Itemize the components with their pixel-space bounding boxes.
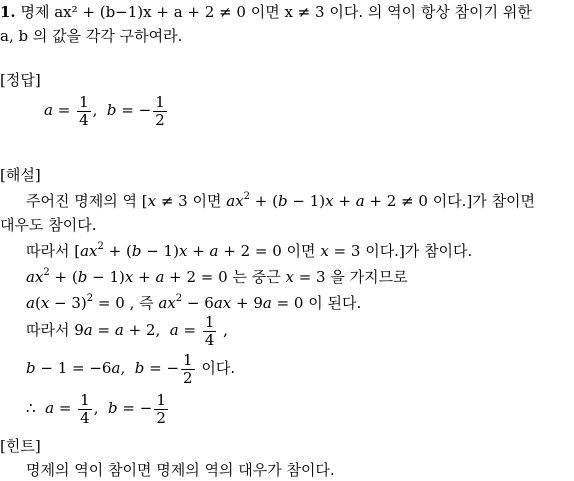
answer-b-fraction bbox=[153, 94, 167, 129]
problem-statement: 명제 ax² + (b−1)x + a + 2 ≠ 0 이면 x ≠ 3 이다. 의 역이 항상 참이기 위한 bbox=[20, 3, 532, 21]
text-segment: 이다.]가 참이면 bbox=[427, 192, 536, 210]
problem-line-1 bbox=[0, 2, 532, 22]
fraction-4 bbox=[154, 392, 168, 427]
frac-num: 1 bbox=[204, 312, 215, 331]
frac-num: 1 bbox=[156, 390, 166, 409]
explanation-line-8: ∴ a = $\frac{1}{4}$ , b = − $\frac{1}{2}$ bbox=[26, 390, 166, 427]
text-segment: 을 가지므로 bbox=[325, 268, 408, 286]
text-segment: 주어진 명제의 역 [ bbox=[26, 192, 148, 210]
explanation-line-1: 주어진 명제의 역 [x ≠ 3 이면 $ax^2 + (b - 1)x + a + 2 \ne 0$ 이다.]가 참이면 bbox=[26, 191, 536, 210]
explanation-line-7: b − 1 = −6a, b = − $\frac{1}{2}$ 이다. bbox=[26, 350, 236, 387]
fraction-3 bbox=[78, 392, 92, 427]
explanation-header: [해설] bbox=[0, 166, 41, 184]
text-segment: 이다. bbox=[196, 359, 236, 377]
frac-num: 1 bbox=[183, 350, 193, 369]
frac-num: 1 bbox=[79, 92, 89, 111]
text-segment: 이면 bbox=[281, 242, 321, 260]
explanation-line-2: 대우도 참이다. bbox=[0, 216, 97, 234]
explanation-line-3: 따라서 [$ax^2 + (b - 1)x + a + 2 = 0$ 이면 x = 3 이다.]가 참이다. bbox=[26, 241, 473, 260]
frac-num: 1 bbox=[80, 390, 90, 409]
frac-den: 4 bbox=[80, 408, 90, 427]
answer-a-fraction bbox=[77, 94, 91, 129]
problem-number: 1. bbox=[0, 3, 16, 21]
fraction-1 bbox=[203, 314, 217, 349]
explanation-line-5: $a(x - 3)^2 = 0$ , 즉 $ax^2 - 6ax + 9a = 0$ 이 된다. bbox=[26, 293, 362, 312]
problem-statement-cont: a, b 의 값을 각각 구하여라. bbox=[0, 27, 183, 45]
fraction-2 bbox=[181, 352, 195, 387]
text-segment: 따라서 [ bbox=[26, 242, 81, 260]
text-segment: 따라서 bbox=[26, 321, 75, 339]
frac-num: 1 bbox=[155, 92, 165, 111]
text-segment: 는 중근 bbox=[227, 268, 286, 286]
therefore-symbol: ∴ bbox=[26, 399, 36, 417]
frac-den: 4 bbox=[204, 330, 215, 349]
frac-den: 2 bbox=[183, 368, 193, 387]
answer-formula: a = $\frac{1}{4}$ , b = − $\frac{1}{2}$ bbox=[44, 92, 165, 129]
text-segment: 이면 bbox=[187, 192, 227, 210]
frac-den: 2 bbox=[156, 408, 166, 427]
answer-header: [정답] bbox=[0, 71, 41, 89]
frac-den: 2 bbox=[155, 110, 165, 129]
explanation-line-4: $ax^2 + (b - 1)x + a + 2 = 0$ 는 중근 x = 3 을 가지므로 bbox=[26, 267, 408, 286]
explanation-line-6: 따라서 9a = a + 2, a = $\frac{1}{4}$ , bbox=[26, 312, 228, 349]
problem-line-2 bbox=[0, 26, 182, 46]
hint-text: 명제의 역이 참이면 명제의 역의 대우가 참이다. bbox=[26, 461, 335, 479]
hint-header: [힌트] bbox=[0, 437, 41, 455]
frac-den: 4 bbox=[79, 110, 89, 129]
text-segment: , 즉 bbox=[124, 294, 159, 312]
text-segment: 이다.]가 참이다. bbox=[360, 242, 473, 260]
text-segment: 이 된다. bbox=[303, 294, 362, 312]
